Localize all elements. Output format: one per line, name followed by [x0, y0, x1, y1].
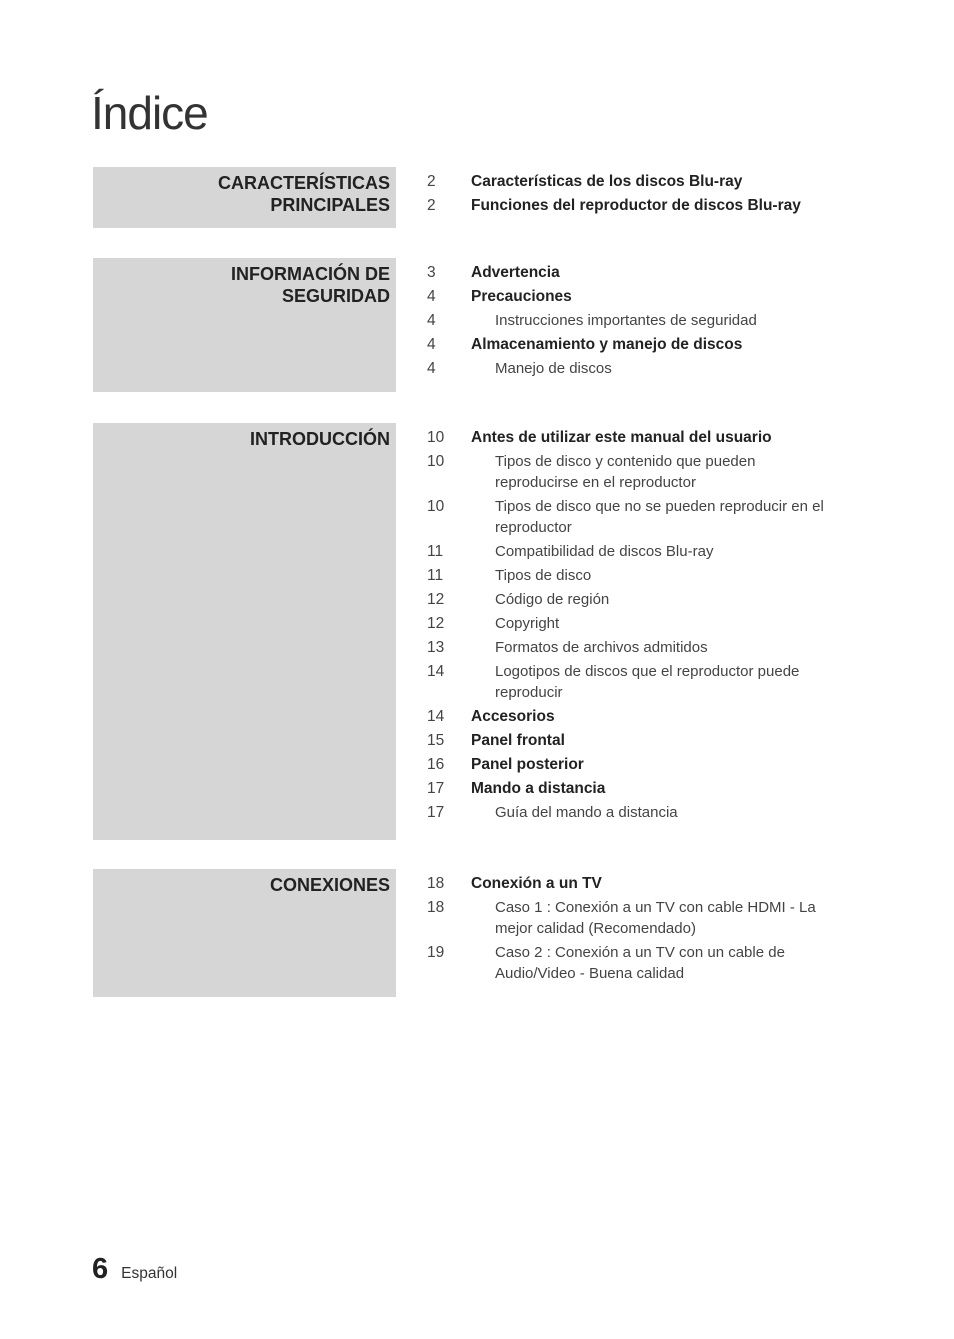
page-number: 17 [427, 804, 445, 821]
page-number: 11 [427, 543, 444, 560]
toc-entry[interactable] [427, 286, 857, 307]
page-footer [92, 1253, 177, 1286]
entry-title: Precauciones [471, 288, 572, 305]
entry-title: Características de los discos Blu-ray [471, 173, 743, 190]
toc-entry[interactable] [427, 195, 857, 216]
toc-entry[interactable] [427, 427, 857, 448]
page-number: 18 [427, 899, 445, 916]
footer-language: Español [121, 1265, 178, 1282]
page-number: 10 [427, 498, 445, 515]
entry-title: Antes de utilizar este manual del usuario [471, 429, 772, 446]
toc-subentry[interactable] [427, 451, 857, 493]
page-number: 12 [427, 615, 445, 632]
page-number: 12 [427, 591, 445, 608]
entry-title: Conexión a un TV [471, 875, 602, 892]
toc-subentry[interactable] [427, 565, 857, 586]
page-number: 19 [427, 944, 445, 961]
page-number: 4 [427, 312, 436, 329]
page-number: 4 [427, 360, 436, 377]
toc-entry[interactable] [427, 171, 857, 192]
toc-entry[interactable] [427, 706, 857, 727]
entry-title: Caso 2 : Conexión a un TV con un cable de Audio/Video - Buena calidad [495, 944, 785, 982]
entry-title: Tipos de disco y contenido que pueden reproducirse en el reproductor [495, 453, 756, 491]
page-number: 11 [427, 567, 444, 584]
page-number: 13 [427, 639, 445, 656]
footer-page-number: 6 [92, 1253, 109, 1285]
toc-subentry[interactable] [427, 637, 857, 658]
entry-title: Accesorios [471, 708, 555, 725]
toc-entry[interactable] [427, 334, 857, 355]
page-number: 2 [427, 173, 436, 190]
toc-entry[interactable] [427, 778, 857, 799]
entry-title: Logotipos de discos que el reproductor puede reproducir [495, 663, 800, 701]
toc-subentry[interactable] [427, 310, 857, 331]
entry-title: Formatos de archivos admitidos [495, 639, 708, 656]
page-number: 17 [427, 780, 445, 797]
entry-title: Panel frontal [471, 732, 565, 749]
toc-subentry[interactable] [427, 942, 857, 984]
entry-title: Código de región [495, 591, 610, 608]
section-heading: CARACTERÍSTICAS PRINCIPALES [217, 173, 390, 215]
section-label-box [93, 258, 396, 392]
page-number: 14 [427, 708, 445, 725]
entry-title: Guía del mando a distancia [495, 804, 678, 821]
entry-title: Manejo de discos [495, 360, 612, 377]
entry-list [427, 262, 857, 382]
entry-title: Almacenamiento y manejo de discos [471, 336, 743, 353]
section-label-box [93, 423, 396, 840]
entry-title: Tipos de disco [495, 567, 592, 584]
page-number: 4 [427, 288, 436, 305]
section-heading: CONEXIONES [269, 875, 390, 895]
section-label-box [93, 869, 396, 997]
toc-subentry[interactable] [427, 496, 857, 538]
entry-title: Caso 1 : Conexión a un TV con cable HDMI - La mejor calidad (Recomendado) [495, 899, 816, 937]
toc-entry[interactable] [427, 262, 857, 283]
toc-subentry[interactable] [427, 589, 857, 610]
entry-title: Panel posterior [471, 756, 584, 773]
entry-list [427, 171, 857, 219]
toc-subentry[interactable] [427, 897, 857, 939]
entry-title: Instrucciones importantes de seguridad [495, 312, 757, 329]
page-number: 10 [427, 453, 445, 470]
page-number: 18 [427, 875, 445, 892]
entry-list [427, 427, 857, 826]
toc-entry[interactable] [427, 730, 857, 751]
entry-title: Compatibilidad de discos Blu-ray [495, 543, 714, 560]
entry-list [427, 873, 857, 987]
page-number: 2 [427, 197, 436, 214]
entry-title: Advertencia [471, 264, 560, 281]
page-number: 10 [427, 429, 445, 446]
entry-title: Mando a distancia [471, 780, 606, 797]
toc-entry[interactable] [427, 754, 857, 775]
entry-title: Tipos de disco que no se pueden reproducir en el reproductor [495, 498, 824, 536]
page-number: 15 [427, 732, 445, 749]
page-number: 14 [427, 663, 445, 680]
toc-subentry[interactable] [427, 661, 857, 703]
page-title: Índice [91, 87, 208, 139]
toc-subentry[interactable] [427, 802, 857, 823]
toc-subentry[interactable] [427, 358, 857, 379]
toc-subentry[interactable] [427, 541, 857, 562]
toc-subentry[interactable] [427, 613, 857, 634]
section-label-box [93, 167, 396, 228]
section-heading: INFORMACIÓN DE SEGURIDAD [231, 264, 390, 306]
page-number: 4 [427, 336, 436, 353]
section-heading: INTRODUCCIÓN [250, 429, 390, 449]
entry-title: Funciones del reproductor de discos Blu-ray [471, 197, 801, 214]
entry-title: Copyright [495, 615, 560, 632]
page-number: 16 [427, 756, 445, 773]
page-number: 3 [427, 264, 436, 281]
toc-entry[interactable] [427, 873, 857, 894]
